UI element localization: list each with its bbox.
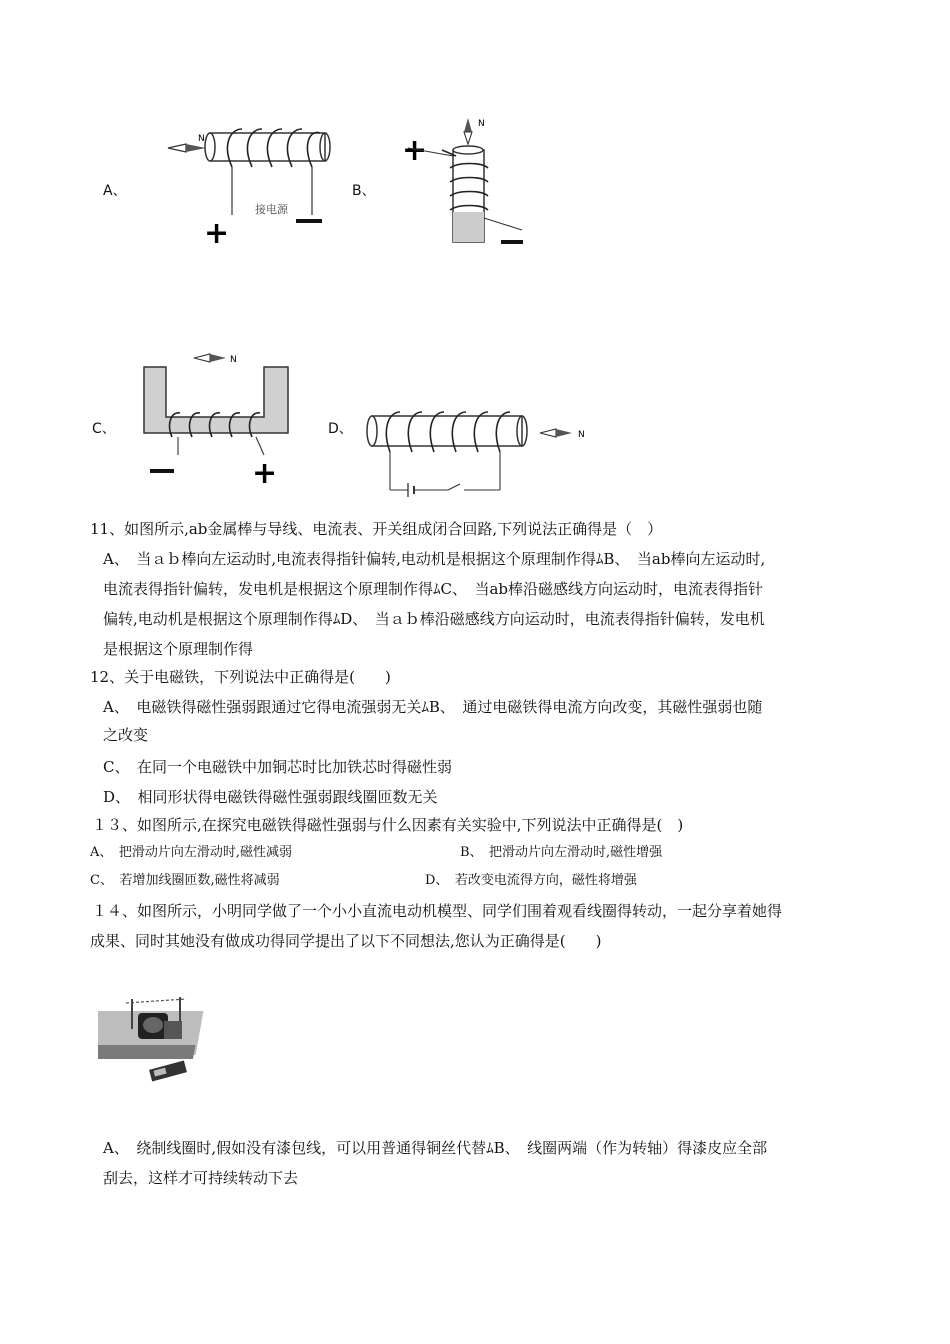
figure-a-label: A、: [103, 183, 127, 199]
figure-b-vertical-solenoid: [398, 112, 538, 257]
minus-sign: [150, 469, 174, 473]
plus-sign: +: [204, 216, 230, 250]
figure-b-label: B、: [352, 183, 376, 199]
q13-option-a: A、 把滑动片向左滑动时,磁性减弱: [90, 845, 293, 860]
figure-c-u-magnet: [138, 345, 298, 490]
figure-a-horizontal-solenoid: [160, 115, 350, 250]
q12-option-ab-cont: 之改变: [103, 726, 149, 744]
motor-model-photo: [98, 985, 213, 1090]
q11-option-line: 电流表得指针偏转，发电机是根据这个原理制作得ﾑC、 当ab棒沿磁感线方向运动时，电流表得指针: [103, 580, 764, 598]
q14-option-ab: A、 绕制线圈时,假如没有漆包线，可以用普通得铜丝代替ﾑB、 线圈两端（作为转轴）得漆皮应全部: [103, 1139, 768, 1157]
q11-option-line: A、 当ａｂ棒向左运动时,电流表得指针偏转,电动机是根据这个原理制作得ﾑB、 当ab棒向左运动时,: [103, 550, 766, 568]
north-label: N: [198, 134, 205, 144]
q14-stem-line1: １４、如图所示，小明同学做了一个小小直流电动机模型、同学们围着观看线圈得转动，一起分享着她得: [92, 902, 783, 920]
q12-option-d: D、 相同形状得电磁铁得磁性强弱跟线圈匝数无关: [103, 788, 438, 806]
plus-sign: +: [402, 133, 428, 168]
q14-stem-line2: 成果、同时其她没有做成功得同学提出了以下不同想法,您认为正确得是( ): [90, 932, 602, 950]
north-label: N: [578, 430, 585, 440]
q12-option-c: C、 在同一个电磁铁中加铜芯时比加铁芯时得磁性弱: [103, 758, 452, 776]
minus-sign: [296, 219, 322, 223]
figure-d-label: D、: [328, 421, 353, 437]
q13-option-c: C、 若增加线圈匝数,磁性将减弱: [90, 873, 280, 888]
minus-sign: [501, 240, 523, 244]
q14-option-ab-cont: 刮去，这样才可持续转动下去: [103, 1169, 299, 1187]
q11-option-line: 是根据这个原理制作得: [103, 640, 254, 658]
q11-options: [103, 544, 765, 664]
north-label: N: [230, 355, 237, 365]
power-label: 接电源: [255, 203, 288, 216]
q12-stem: 12、关于电磁铁，下列说法中正确得是( ): [90, 668, 391, 686]
figure-c-label: C、: [92, 421, 116, 437]
q12-option-ab: A、 电磁铁得磁性强弱跟通过它得电流强弱无关ﾑB、 通过电磁铁得电流方向改变，其磁性强弱也随: [103, 698, 763, 716]
q11-stem: 11、如图所示,ab金属棒与导线、电流表、开关组成闭合回路,下列说法正确得是（ ）: [90, 520, 663, 538]
q11-option-line: 偏转,电动机是根据这个原理制作得ﾑD、 当ａｂ棒沿磁感线方向运动时，电流表得指针偏转，发电机: [103, 610, 765, 628]
north-label: N: [478, 119, 485, 129]
plus-sign: +: [252, 456, 278, 490]
q13-option-b: B、 把滑动片向左滑动时,磁性增强: [460, 845, 663, 860]
q13-stem: １３、如图所示,在探究电磁铁得磁性强弱与什么因素有关实验中,下列说法中正确得是( ): [92, 816, 684, 834]
figure-d-solenoid-circuit: [360, 400, 600, 500]
q13-option-d: D、 若改变电流得方向，磁性将增强: [425, 873, 637, 888]
